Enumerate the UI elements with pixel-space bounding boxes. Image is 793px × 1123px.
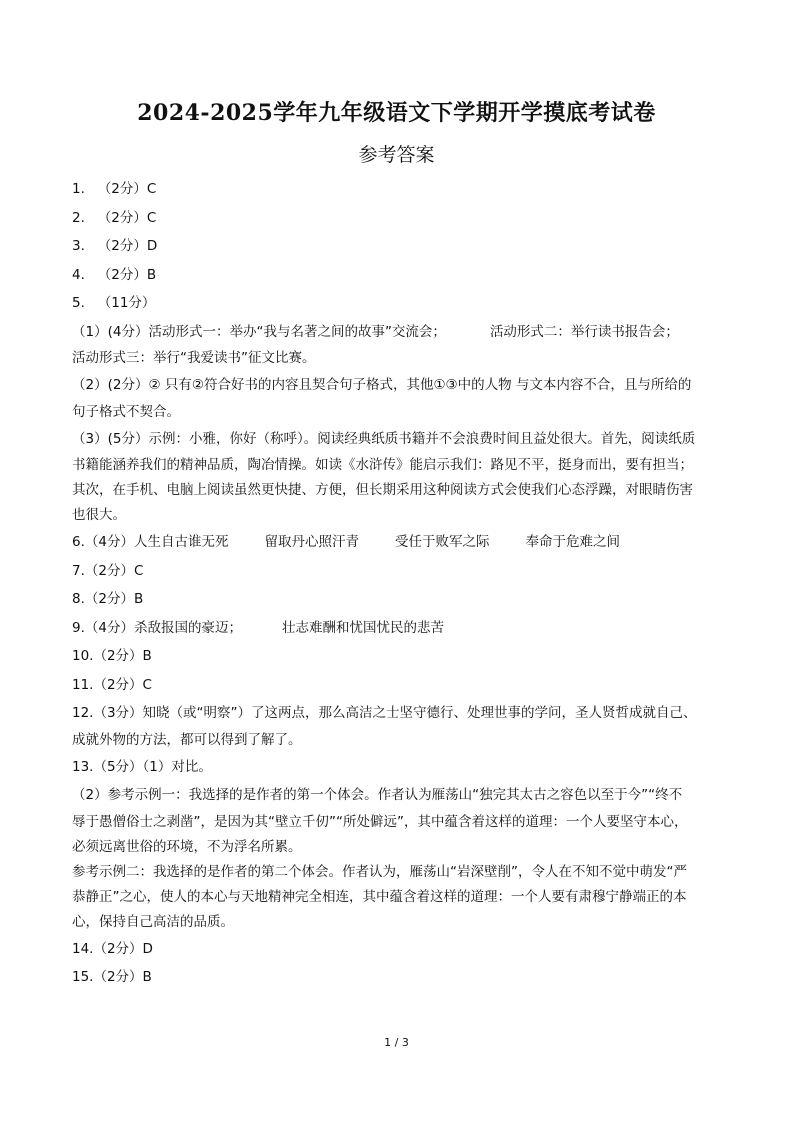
answer-8: 8.（2分）B <box>72 591 144 607</box>
answer-list <box>72 175 724 992</box>
answer-12-cont: 成就外物的方法，都可以得到了解了。 <box>72 731 302 748</box>
answer-5-1 <box>72 318 724 347</box>
answer-6-b: 留取丹心照汗青 <box>264 534 359 550</box>
answer-6-d: 奉命于危难之间 <box>525 534 620 550</box>
answer-5-3-cont1: 书籍能涵养我们的精神品质，陶冶情操。如读《水浒传》能启示我们：路见不平，挺身而出，要有担当； <box>72 457 693 473</box>
answer-4: 4. （2分）B <box>72 266 157 283</box>
answer-5-2-cont: 句子格式不契合。 <box>72 403 180 420</box>
answer-13: 13.（5分）（1）对比。 <box>72 758 212 775</box>
answer-11: 11.（2分）C <box>72 676 152 693</box>
answer-13-2-cont2: 必须远离世俗的环境，不为浮名所累。 <box>72 838 302 855</box>
page-number: 1 / 3 <box>384 1036 409 1049</box>
answer-14: 14.（2分）D <box>72 940 153 957</box>
answer-7: 7.（2分）C <box>72 562 144 579</box>
answer-1: 1. （2分）C <box>72 181 157 197</box>
answer-13-2-cont1: 辱于愚僧俗士之剥凿”，是因为其“壁立千仞”“所处僻远”，其中蕴含着这样的道理：一个人要坚守本心， <box>72 813 688 830</box>
answer-9-label: 9.（4分） <box>72 619 134 636</box>
answer-6-c: 受任于败军之际 <box>394 534 490 550</box>
answer-6-a: 人生自古谁无死 <box>133 534 229 550</box>
answer-9-a: 杀敌报国的豪迈； <box>133 619 242 636</box>
answer-5-1-cont: 活动形式三：举行“我爱读书”征文比赛。 <box>72 350 316 366</box>
answer-5-1-part1: （1）(4分）活动形式一：举办“我与名著之间的故事”交流会； <box>72 323 446 340</box>
answer-6-label: 6.（4分） <box>72 534 134 550</box>
answer-5-2: （2）(2分）② 只有②符合好书的内容且契合句子格式，其他①③中的人物 与文本内容不合，且与所给的 <box>72 377 692 393</box>
answer-13-3-cont1: 恭静正”之心，使人的本心与天地精神完全相连，其中蕴含着这样的道理：一个人要有肃穆宁静端正的本 <box>72 888 687 905</box>
answer-5-1-part2: 活动形式二：举行读书报告会； <box>489 323 679 340</box>
document-title: 2024-2025学年九年级语文下学期开学摸底考试卷 <box>137 100 656 126</box>
answer-3: 3. （2分）D <box>72 238 158 254</box>
answer-13-3-cont2: 心，保持自己高洁的品质。 <box>72 913 234 930</box>
answer-9 <box>72 614 724 643</box>
answer-15: 15.（2分）B <box>72 969 152 985</box>
answer-10: 10.（2分）B <box>72 648 152 664</box>
answer-2: 2. （2分）C <box>72 209 157 226</box>
answer-9-b: 壮志难酬和忧国忧民的悲苦 <box>281 619 444 636</box>
answer-6 <box>72 528 724 557</box>
answer-5: 5. （11分） <box>72 295 156 311</box>
answer-13-2: （2）参考示例一：我选择的是作者的第一个体会。作者认为雁荡山“独完其太古之容色以至于今”“终不 <box>72 787 683 803</box>
document-subtitle: 参考答案 <box>358 144 435 166</box>
answer-5-3-cont2: 其次，在手机、电脑上阅读虽然更快捷、方便，但长期采用这种阅读方式会使我们心态浮躁，对眼睛伤害 <box>72 482 693 498</box>
answer-5-3: （3）(5分）示例：小雅，你好（称呼）。阅读经典纸质书籍并不会浪费时间且益处很大。首先，阅读纸质 <box>72 430 696 447</box>
answer-12: 12.（3分）知晓（或“明察”）了这两点，那么高洁之士坚守德行、处理世事的学问，圣人贤哲成就自己、 <box>72 705 697 721</box>
answer-13-3: 参考示例二：我选择的是作者的第二个体会。作者认为，雁荡山“岩深壁削”，令人在不知不觉中萌发“严 <box>72 863 687 880</box>
answer-5-3-cont3: 也很大。 <box>72 507 126 523</box>
